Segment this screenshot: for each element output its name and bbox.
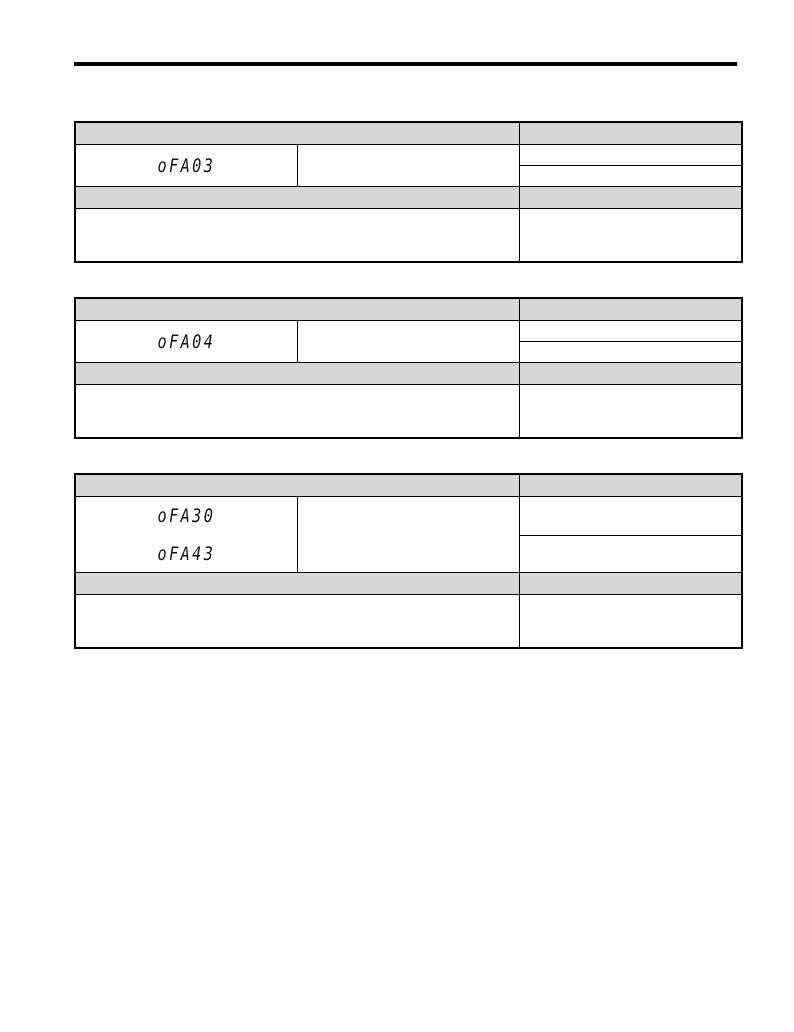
cause-cell [75,595,520,648]
fault-table-ofa03 [74,121,743,263]
fault-code-display: oFA04 [157,330,216,353]
fault-code-cell [75,321,297,363]
fault-code-cell [75,145,297,187]
remedy-cell [520,385,742,438]
table-row [75,321,742,342]
fault-table-ofa30-ofa43 [74,473,743,649]
description-cell [520,342,742,363]
header-rule [74,62,737,66]
remedy-cell [520,209,742,262]
description-cell [520,145,742,166]
cause-row [75,209,742,262]
fault-name-cell [297,497,519,573]
table-header-row [75,474,742,497]
remedy-cell [520,595,742,648]
cause-row [75,595,742,648]
cause-cell [75,209,520,262]
description-cell [520,321,742,342]
fault-name-cell [297,145,519,187]
cause-header-row [75,573,742,595]
cause-cell [75,385,520,438]
fault-code-display: oFA43 [157,542,216,565]
fault-table-ofa04 [74,297,743,439]
cause-header-row [75,363,742,385]
fault-code-cell [75,497,297,573]
description-cell [520,536,742,573]
table-header-row [75,298,742,321]
table-row [75,145,742,166]
description-cell [520,166,742,187]
description-cell [520,497,742,536]
cause-row [75,385,742,438]
fault-name-cell [297,321,519,363]
table-header-row [75,122,742,145]
fault-code-display: oFA30 [157,504,216,527]
fault-code-display: oFA03 [157,154,216,177]
table-row [75,497,742,536]
cause-header-row [75,187,742,209]
